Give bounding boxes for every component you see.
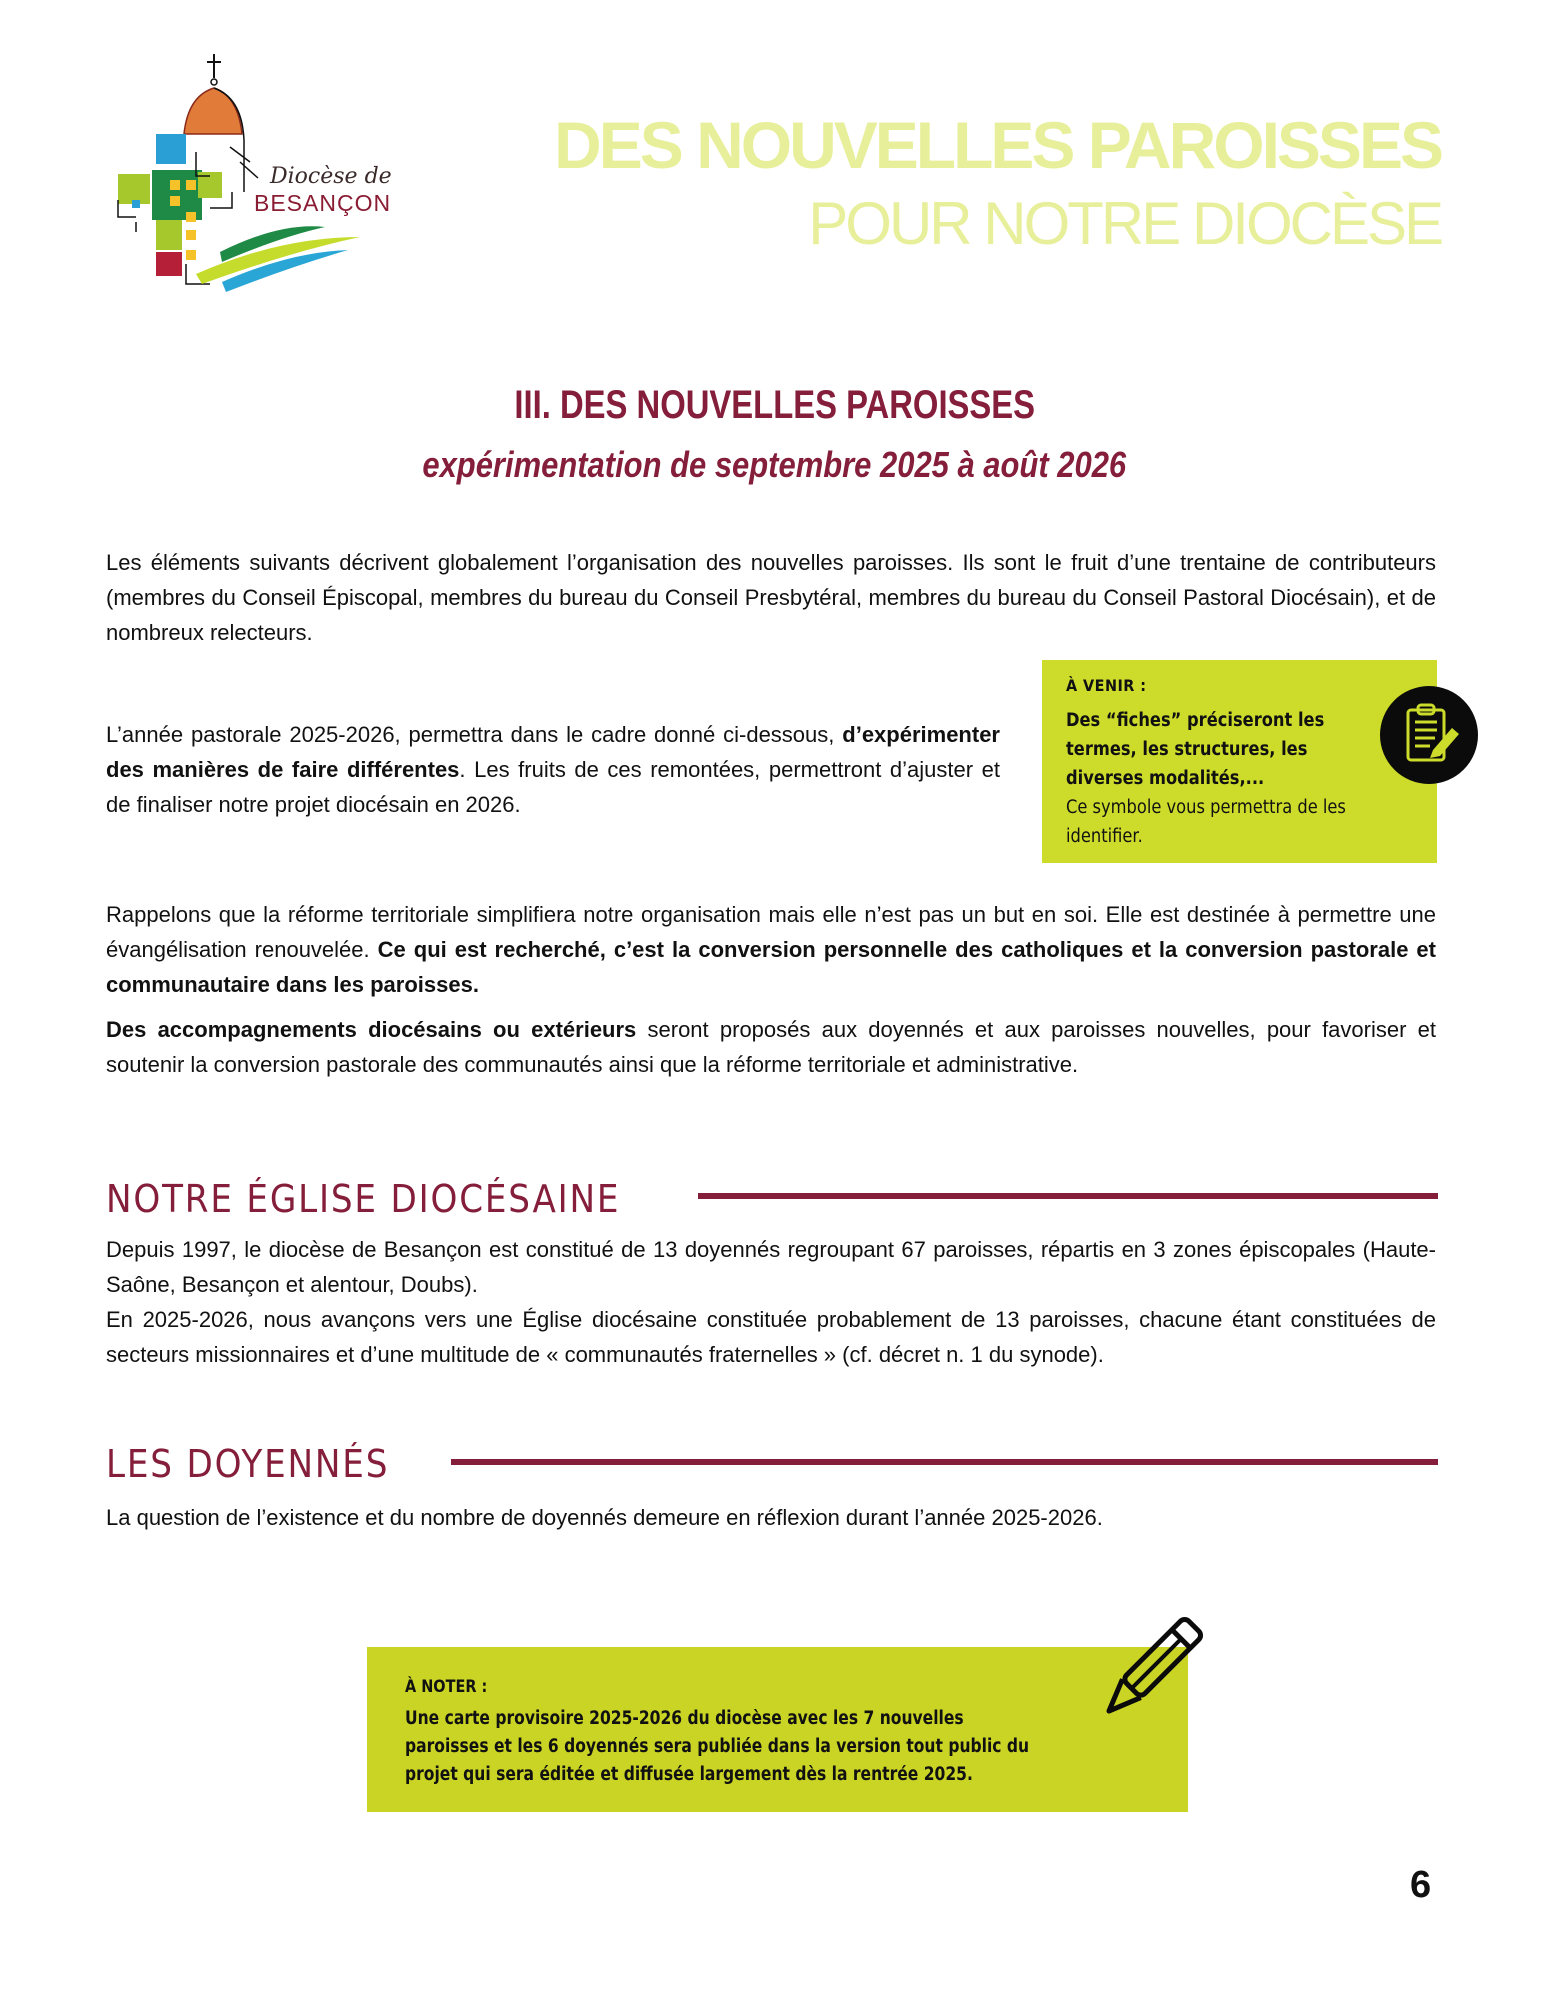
- rappel-bold: Ce qui est recherché, c’est la conversion personnelle des catholiques et la conversion pastorale et communautaire dans les paroisses.: [106, 937, 1436, 997]
- heading-rule: [451, 1459, 1438, 1465]
- section-subtitle: expérimentation de septembre 2025 à août 2026: [422, 444, 1127, 485]
- eglise-line-2: En 2025-2026, nous avançons vers une Église diocésaine constituée probablement de 13 paroisses, chacune étant constituées de secteurs missionnaires et d’une multitude de « communautés fraternelles » (cf. décret n. 1 du synode).: [106, 1307, 1436, 1367]
- eglise-line-1: Depuis 1997, le diocèse de Besançon est constitué de 13 doyennés regroupant 67 paroisses, répartis en 3 zones épiscopales (Haute-Saône, Besançon et alentour, Doubs).: [106, 1237, 1436, 1297]
- annee-text: L’année pastorale 2025-2026, permettra dans le cadre donné ci-dessous,: [106, 722, 843, 747]
- annee-paragraph: [106, 717, 1000, 822]
- callout-text: Ce symbole vous permettra de les identifier.: [1066, 797, 1346, 847]
- accompagnement-text: seront proposés aux doyennés et aux paroisses nouvelles, pour favoriser et soutenir la conversion pastorale des communautés ainsi que la réforme territoriale et administrative.: [106, 1017, 1436, 1077]
- logo-text-besancon: BESANÇON: [254, 190, 392, 216]
- accompagnement-paragraph: [106, 1012, 1436, 1082]
- callout-label: À VENIR :: [1066, 676, 1147, 695]
- accompagnement-bold: Des accompagnements diocésains ou extérieurs: [106, 1017, 637, 1042]
- header-title-line2: POUR NOTRE DIOCÈSE: [808, 190, 1441, 257]
- section-title: III. DES NOUVELLES PAROISSES: [514, 383, 1036, 427]
- callout-a-venir: [1042, 660, 1437, 863]
- callout-text: Une carte provisoire 2025-2026 du diocèse avec les 7 nouvelles paroisses et les 6 doyennés sera publiée dans la version tout public du projet qui sera éditée et diffusée largement dès la rentrée 2025.: [405, 1708, 1030, 1785]
- pencil-icon: [1080, 1600, 1220, 1740]
- callout-text-bold: Des “fiches” préciseront les termes, les structures, les diverses modalités,...: [1066, 710, 1325, 789]
- header-title-line1: DES NOUVELLES PAROISSES: [554, 108, 1441, 182]
- page-number: 6: [1410, 1864, 1432, 1906]
- annee-bold: d’expérimenter des manières de faire différentes: [106, 722, 1000, 782]
- heading-notre-eglise: NOTRE ÉGLISE DIOCÉSAINE: [106, 1177, 621, 1221]
- intro-paragraph: Les éléments suivants décrivent globalement l’organisation des nouvelles paroisses. Ils sont le fruit d’une trentaine de contributeurs (membres du Conseil Épiscopal, membres du bureau du Conseil Presbytéral, membres du bureau du Conseil Pastoral Diocésain), et de nombreux relecteurs.: [106, 550, 1436, 645]
- rappel-paragraph: [106, 897, 1436, 1002]
- logo-text-diocese: Diocèse de: [270, 164, 392, 189]
- clipboard-pencil-icon: [1380, 686, 1478, 784]
- heading-les-doyennes: LES DOYENNÉS: [106, 1442, 390, 1486]
- diocese-logo: [110, 52, 410, 302]
- rappel-text: Rappelons que la réforme territoriale simplifiera notre organisation mais elle n’est pas un but en soi. Elle est destinée à permettre une évangélisation renouvelée.: [106, 902, 1436, 962]
- annee-text-after: . Les fruits de ces remontées, permettront d’ajuster et de finaliser notre projet diocésain en 2026.: [106, 757, 1000, 817]
- doyennes-paragraph: La question de l’existence et du nombre de doyennés demeure en réflexion durant l’année 2025-2026.: [106, 1505, 1103, 1530]
- callout-a-noter: [367, 1647, 1188, 1812]
- callout-label: À NOTER :: [405, 1677, 488, 1697]
- heading-rule: [698, 1193, 1438, 1199]
- eglise-paragraph: [106, 1232, 1436, 1372]
